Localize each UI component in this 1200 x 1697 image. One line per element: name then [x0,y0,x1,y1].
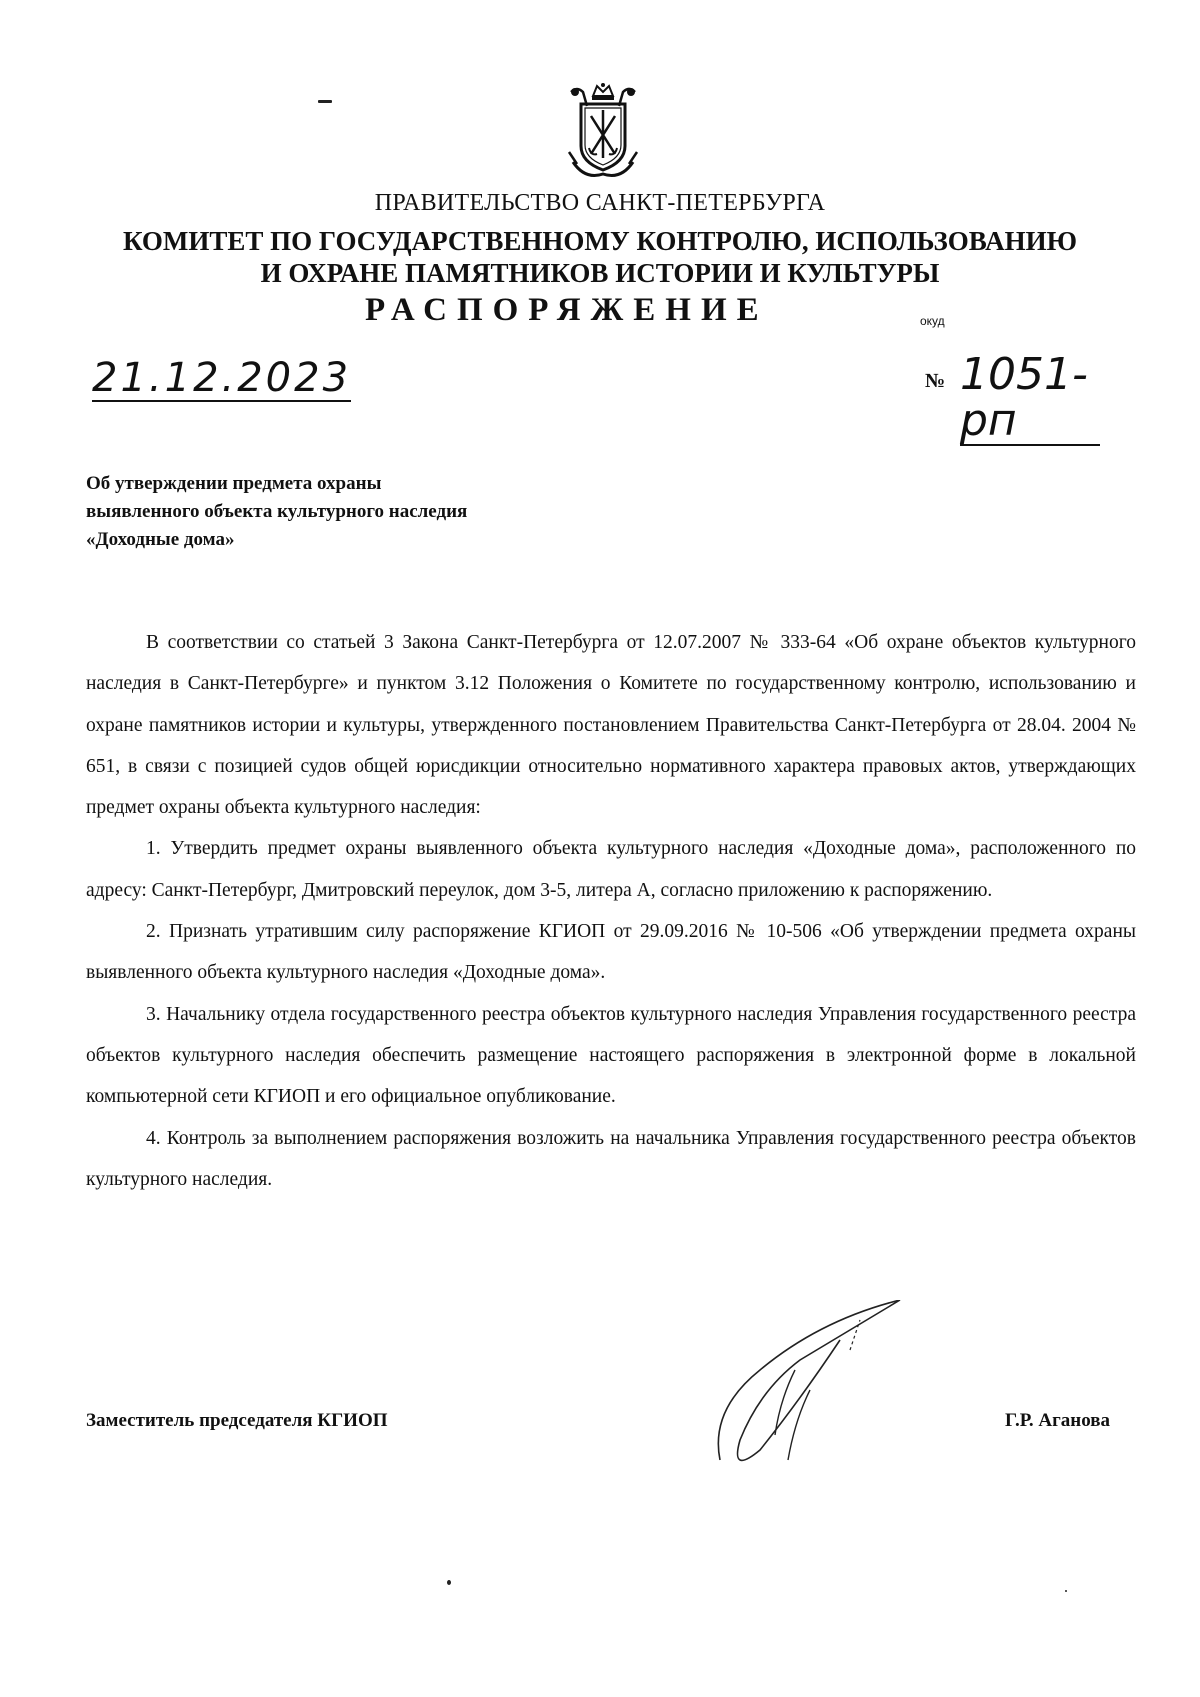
item-paragraph-2: 2. Признать утратившим силу распоряжение КГИОП от 29.09.2016 № 10-506 «Об утверждении предмета охраны выявленного объекта культурного наследия «Доходные дома». [86,921,1136,984]
okud-label: окуд [920,314,945,328]
item-paragraph-1: 1. Утвердить предмет охраны выявленного объекта культурного наследия «Доходные дома», расположенного по адресу: Санкт-Петербург, Дмитровский переулок, дом 3-5, литера А, согласно приложению к распоряжению. [86,838,1136,901]
committee-name-line2: И ОХРАНЕ ПАМЯТНИКОВ ИСТОРИИ И КУЛЬТУРЫ [260,258,940,288]
document-subject [86,470,467,554]
signatory-position: Заместитель председателя КГИОП [86,1410,388,1431]
scan-mark [318,100,332,103]
government-name: ПРАВИТЕЛЬСТВО САНКТ-ПЕТЕРБУРГА [374,190,826,216]
subject-line: выявленного объекта культурного наследия [86,501,468,522]
document-body [86,622,1136,1200]
subject-line: Об утверждении предмета охраны [86,473,382,494]
preamble-paragraph: В соответствии со статьей 3 Закона Санкт-Петербурга от 12.07.2007 № 333-64 «Об охране объектов культурного наследия в Санкт-Петербурге» и пунктом 3.12 Положения о Комитете по государственному контролю, использованию и охране памятников истории и культуры, утвержденного постановлением Правительства Санкт-Петербурга от 28.04. 2004 № 651, в связи с позицией судов общей юрисдикции относительно нормативного характера правовых актов, утверждающих предмет охраны объекта культурного наследия: [86,632,1136,819]
handwritten-signature [700,1300,920,1480]
subject-line: «Доходные дома» [86,529,235,550]
document-type-title: РАСПОРЯЖЕНИЕ [365,292,769,328]
signatory-name: Г.Р. Аганова [1005,1410,1111,1431]
item-paragraph-4: 4. Контроль за выполнением распоряжения возложить на начальника Управления государственного реестра объектов культурного наследия. [86,1127,1136,1190]
committee-name-line1: КОМИТЕТ ПО ГОСУДАРСТВЕННОМУ КОНТРОЛЮ, ИСПОЛЬЗОВАНИЮ [123,226,1077,256]
scan-mark [1065,1590,1067,1592]
item-paragraph-3: 3. Начальнику отдела государственного реестра объектов культурного наследия Управления государственного реестра объектов культурного наследия обеспечить размещение настоящего распоряжения в электронной форме в локальной компьютерной сети КГИОП и его официальное опубликование. [86,1003,1136,1108]
coat-of-arms-icon [565,82,641,182]
scan-mark [447,1580,451,1585]
document-number: 1051-рп [960,352,1100,446]
document-date: 21.12.2023 [92,355,352,401]
number-sign: № [925,370,946,392]
